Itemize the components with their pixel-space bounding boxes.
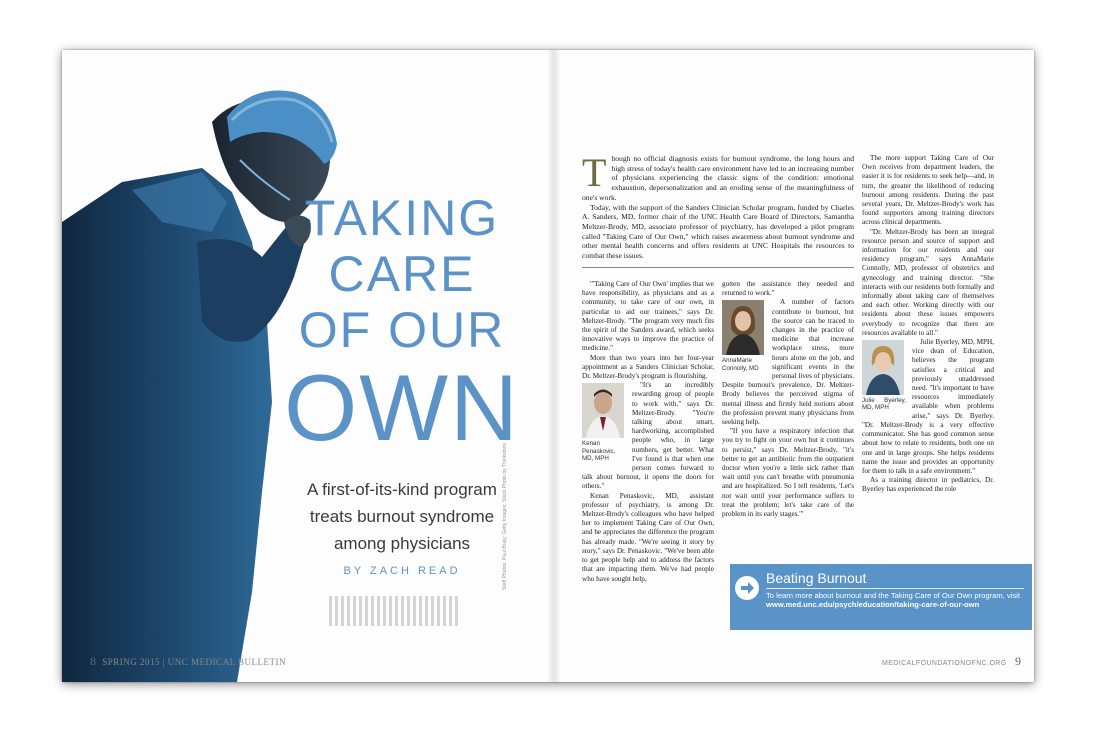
headshot-penaskovic-image	[582, 383, 624, 438]
article-subtitle	[287, 476, 517, 557]
byline: BY ZACH READ	[343, 565, 461, 577]
headshot-byerley-image	[862, 340, 904, 395]
arrow-right-icon	[735, 576, 759, 600]
left-folio	[90, 654, 286, 669]
col1-paragraph-1: "'Taking Care of Our Own' implies that we have responsibility, as physicians and as a community, to take care of our own, in particular to aid our trainees," says Dr. Meltzer-Brody. "The program very much fits the spirit of the Sanders award, which seeks innovative ways to improve the practice of medicine."	[582, 280, 714, 353]
caption-byerley: Julie Byerley, MD, MPH	[862, 397, 906, 412]
col1-paragraph-3: "It's an incredibly rewarding group of people to work with," says Dr. Meltzer-Brody. "You're talking about smart, hardworking, accomplished people who, in large numbers, get better. What I've found is that when one person comes forward to talk about burnout, it opens the doors for others."	[582, 381, 714, 491]
right-folio-text: MEDICALFOUNDATIONOFNC.ORG	[882, 660, 1007, 667]
col3-paragraph-2: "Dr. Meltzer-Brody has been an integral resource person and source of support and information for our residents and our residency program," says AnnaMarie Connolly, MD, professor of obstetrics and gynecology and training director. "She interacts with our residents both formally and informally about taking care of themselves and each other. Working directly with our residents about these issues empowers everybody to recognize that there are resources available to all."	[862, 227, 994, 337]
body-column-2	[722, 280, 854, 519]
sidebar-link[interactable]: www.med.unc.edu/psych/education/taking-care-of-our-own	[766, 600, 980, 610]
magazine-spread	[62, 50, 1034, 682]
title-line-1: TAKING	[304, 190, 500, 246]
sidebar-body	[766, 591, 1024, 609]
col2-paragraph-1: gotten the assistance they needed and returned to work."	[722, 280, 854, 298]
caption-connolly: AnnaMarie Connolly, MD	[722, 357, 759, 372]
sidebar-text: To learn more about burnout and the Taking Care of Our Own program, visit	[766, 591, 1020, 600]
col3-paragraph-4: As a training director in pediatrics, Dr. Byerley has experienced the role	[862, 476, 994, 494]
intro-paragraph	[582, 150, 854, 261]
photo-credit: Staff Photos: Paul Braly; Getty Images; Stock Photo by Thinkstock	[502, 443, 508, 590]
headshot-connolly	[722, 300, 766, 372]
sidebar-divider	[766, 588, 1024, 589]
left-folio-text: SPRING 2015 | UNC MEDICAL BULLETIN	[102, 657, 286, 667]
sidebar-title: Beating Burnout	[766, 570, 867, 586]
col2-paragraph-3: "If you have a respiratory infection that you try to fight on your own but it continues to persist," says Dr. Meltzer-Brody, "it's better to get an antibiotic from the outpatient doctor when you're a little sick rather than wait until you can't breathe with pneumonia and are hospitalized. So I tell residents, 'Let's not wait until your performance suffers to treat the problem; let's take care of the problem in its early stages.'"	[722, 427, 854, 519]
decorative-bars	[329, 596, 461, 626]
subtitle-line-2: treats burnout syndrome	[309, 507, 495, 526]
article-title	[272, 190, 532, 460]
body-column-1	[582, 280, 714, 584]
title-line-3: OF OUR	[298, 302, 506, 358]
drop-cap: T	[582, 150, 607, 195]
right-page-number: 9	[1014, 654, 1022, 668]
col1-paragraph-4: Kenan Penaskovic, MD, assistant professor of psychiatry, is among Dr. Meltzer-Brody's colleagues who have helped her to implement Taking Care of Our Own, and he appreciates the difference the program has already made. "We're seeing it story by story," says Dr. Penaskovic. "We've been able to get people help and to address the factors that are impacting them. We've had people who have sought help,	[582, 491, 714, 583]
title-line-2: CARE	[328, 246, 476, 302]
col3-paragraph-1: The more support Taking Care of Our Own receives from department leaders, the easier it is for residents to seek help—and, in turn, the greater the likelihood of reducing burnout among residents. During the past several years, Dr. Meltzer-Brody's work has found supporters among training directors across clinical departments.	[862, 154, 994, 227]
left-page-number: 8	[90, 654, 97, 668]
col2-paragraph-2: A number of factors contribute to burnout, but the source can be traced to changes in the practice of medicine that increase workplace stress, more hours alone on the job, and significant events in the personal lives of physicians. Despite burnout's prevalence, Dr. Meltzer-Brody believes the perceived stigma of mental illness and firmly held notions about the profession prevent many physicians from seeking help.	[722, 298, 854, 427]
headshot-penaskovic	[582, 383, 626, 462]
intro-text: hough no official diagnosis exists for burnout syndrome, the long hours and high stress of today's health care environment have led to an increasing number of physicians experiencing the classic signs of the condition: emotional exhaustion, depersonalization and an eroding sense of the meaningfulness of one's work.	[582, 154, 854, 202]
beating-burnout-sidebar	[730, 564, 1032, 630]
title-line-4: OWN	[284, 355, 520, 460]
intro-rule	[582, 267, 854, 268]
caption-penaskovic: Kenan Penaskovic, MD, MPH	[582, 440, 616, 463]
right-folio	[882, 654, 1021, 669]
subtitle-line-1: A first-of-its-kind program	[307, 480, 497, 499]
col3-paragraph-3: Julie Byerley, MD, MPH, vice dean of Education, believes the program satisfies a critical and previously unaddressed need. "It's important to have resources immediately available when problems arise," says Dr. Byerley. "Dr. Meltzer-Brody is a very effective communicator. She has good common sense about how to relate to residents, both one on one and in large groups. She helps residents name the issue and provides an opportunity for them to talk in a safe environment."	[862, 338, 994, 475]
col1-paragraph-2: More than two years into her four-year appointment as a Sanders Clinician Scholar, Dr. Meltzer-Brody's program is flourishing.	[582, 353, 714, 381]
subtitle-line-3: among physicians	[333, 534, 471, 553]
headshot-connolly-image	[722, 300, 764, 355]
headshot-byerley	[862, 340, 906, 412]
body-column-3	[862, 154, 994, 495]
intro-text-2: Today, with the support of the Sanders Clinician Scholar program, funded by Charles A. Sanders, MD, former chair of the UNC Health Care Board of Directors, Samantha Meltzer-Brody, MD, associate professor of psychiatry, has developed a pilot program called "Taking Care of Our Own," which raises awareness about burnout syndrome and other mental health concerns and offers residents at UNC Hospitals the resources to combat these issues.	[582, 202, 854, 261]
page-gutter	[547, 50, 561, 682]
